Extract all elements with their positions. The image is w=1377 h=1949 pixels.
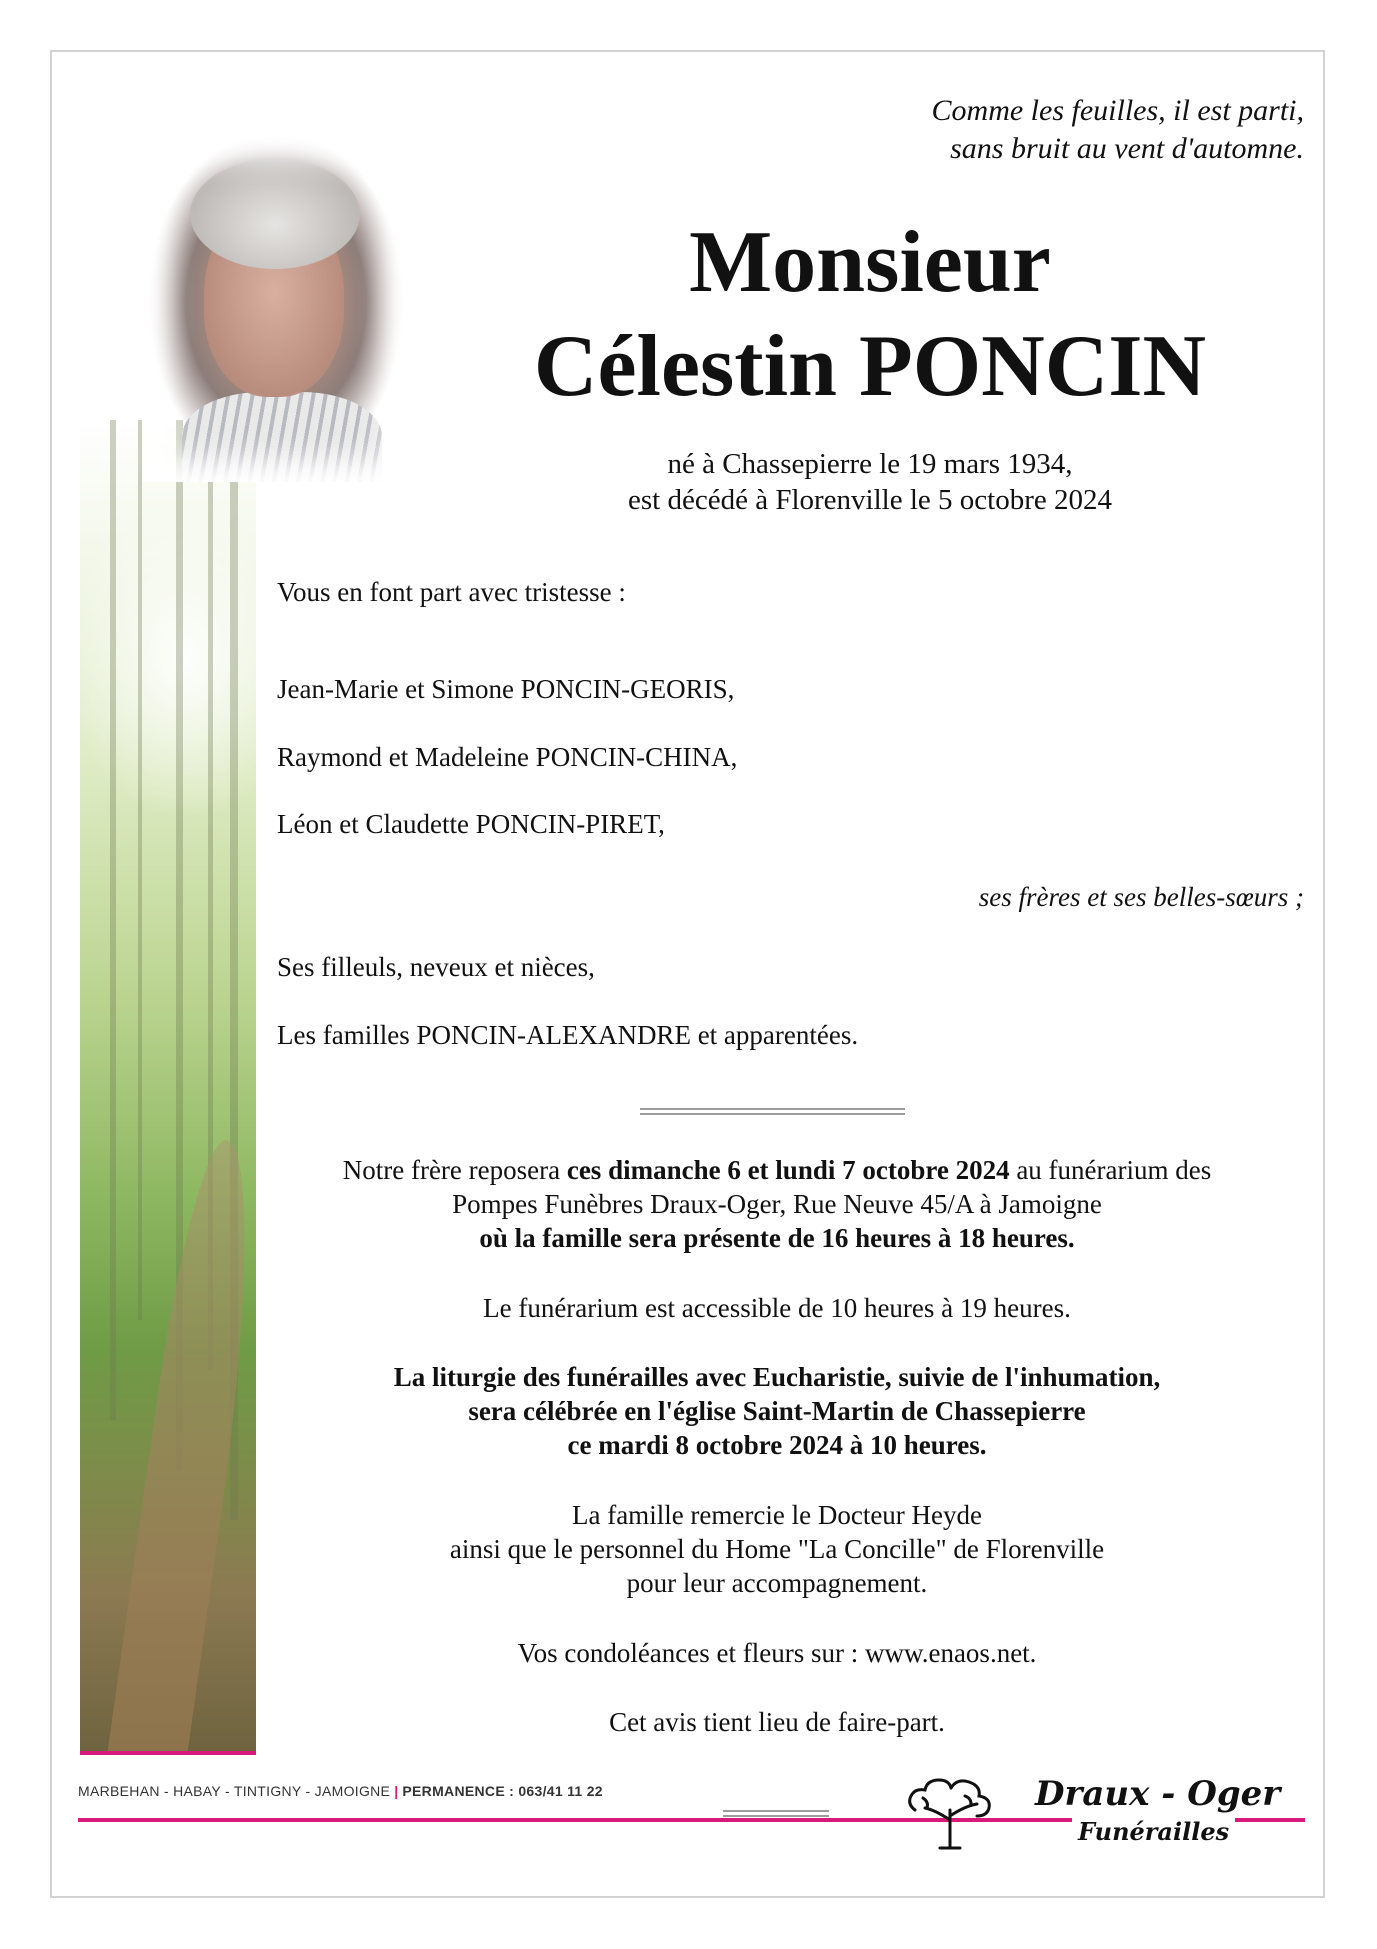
brand-subtitle: Funérailles (1072, 1818, 1235, 1846)
birth-line: né à Chassepierre le 19 mars 1934, (667, 448, 1073, 480)
thanks-info: La famille remercie le Docteur Heyde ainsi que le personnel du Home "La Concille" de Florenville pour leur accompagnement. (449, 1500, 1105, 1598)
notice-text: Cet avis tient lieu de faire-part. (609, 1707, 945, 1737)
deceased-title: Monsieur (689, 214, 1051, 311)
family-member: Léon et Claudette PONCIN-PIRET, (277, 809, 665, 839)
footer-separator (723, 1810, 829, 1817)
epigraph-line: Comme les feuilles, il est parti, (931, 94, 1304, 127)
footer-divider: | (394, 1783, 399, 1799)
deceased-name: Célestin PONCIN (533, 318, 1207, 415)
tree-logo-icon (895, 1770, 1005, 1850)
forest-path-image (80, 420, 256, 1755)
footer-locations: MARBEHAN - HABAY - TINTIGNY - JAMOIGNE (78, 1783, 391, 1799)
brand-name: Draux - Oger (1035, 1774, 1281, 1814)
family-intro: Vous en font part avec tristesse : (277, 577, 626, 607)
access-hours: Le funérarium est accessible de 10 heures à 19 heures. (483, 1293, 1071, 1323)
condolences-link: Vos condoléances et fleurs sur : www.enaos.net. (517, 1638, 1037, 1668)
family-member: Jean-Marie et Simone PONCIN-GEORIS, (277, 674, 735, 704)
epigraph (932, 92, 1304, 168)
death-line: est décédé à Florenville le 5 octobre 2024 (628, 484, 1112, 516)
footer-permanence: PERMANENCE : 063/41 11 22 (402, 1783, 603, 1799)
liturgy-info: La liturgie des funérailles avec Eucharistie, suivie de l'inhumation, sera célébrée en l'église Saint-Martin de Chassepierre ce mardi 8 octobre 2024 à 10 heures. (393, 1362, 1161, 1460)
family-member: Raymond et Madeleine PONCIN-CHINA, (277, 742, 738, 772)
epigraph-line: sans bruit au vent d'automne. (950, 132, 1304, 165)
family-other: Ses filleuls, neveux et nièces, (277, 952, 595, 982)
family-relation: ses frères et ses belles-sœurs ; (978, 882, 1304, 912)
portrait-photo (142, 137, 410, 482)
family-other: Les familles PONCIN-ALEXANDRE et apparentées. (277, 1020, 859, 1050)
footer-info (78, 1783, 603, 1799)
separator (640, 1108, 905, 1115)
life-dates (490, 446, 1250, 518)
visitation-info: Notre frère reposera ces dimanche 6 et lundi 7 octobre 2024 au funérarium des Pompes Funèbres Draux-Oger, Rue Neuve 45/A à Jamoigne où la famille sera présente de 16 heures à 18 heures. (342, 1155, 1212, 1253)
